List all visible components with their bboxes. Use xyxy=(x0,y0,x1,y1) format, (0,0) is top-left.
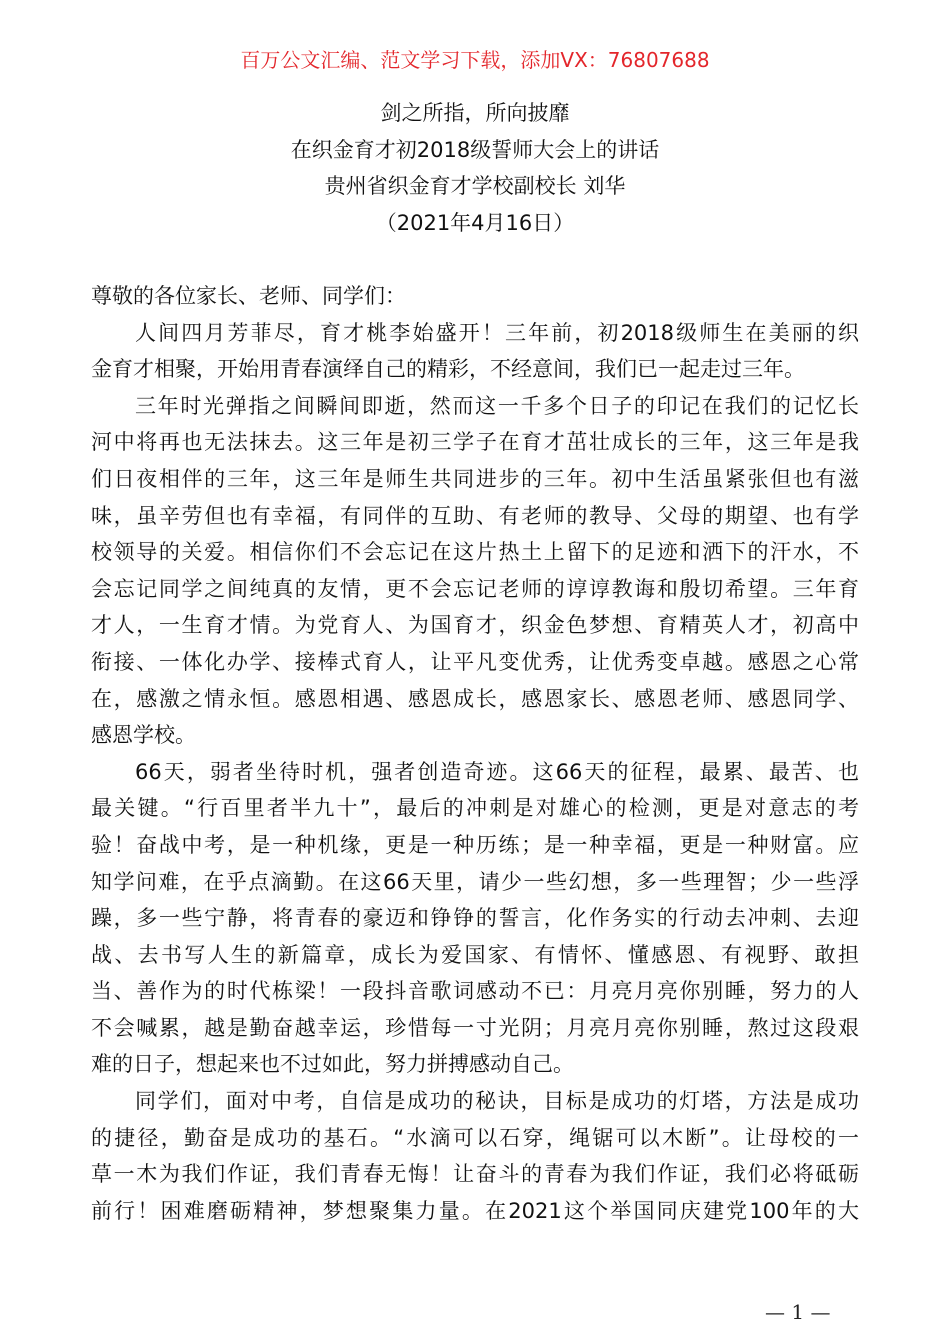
paragraph xyxy=(91,278,859,315)
text-line: 衔接、一体化办学、接棒式育人，让平凡变优秀，让优秀变卓越。感恩之心常 xyxy=(91,649,859,674)
text-line: 知学问难，在乎点滴勤。在这66天里，请少一些幻想，多一些理智；少一些浮 xyxy=(91,869,859,894)
text-line: 在，感激之情永恒。感恩相遇、感恩成长，感恩家长、感恩老师、感恩同学、 xyxy=(91,686,859,711)
text-line: 才人，一生育才情。为党育人、为国育才，织金色梦想、育精英人才，初高中 xyxy=(91,613,859,638)
text-line: 前行！困难磨砺精神，梦想聚集力量。在2021这个举国同庆建党100年的大 xyxy=(91,1198,859,1223)
text-line: 金育才相聚，开始用青春演绎自己的精彩，不经意间，我们已一起走过三年。 xyxy=(91,357,805,382)
speaker-line: 贵州省织金育才学校副校长 刘华 xyxy=(324,174,626,199)
text-line: 难的日子，想起来也不过如此，努力拼搏感动自己。 xyxy=(91,1052,574,1077)
text-line: 的捷径，勤奋是成功的基石。“水滴可以石穿，绳锯可以木断”。让母校的一 xyxy=(91,1125,859,1150)
text-line: 校领导的关爱。相信你们不会忘记在这片热土上留下的足迹和洒下的汗水，不 xyxy=(91,540,859,565)
paragraph xyxy=(91,1083,859,1229)
text-line: 验！奋战中考，是一种机缘，更是一种历练；是一种幸福，更是一种财富。应 xyxy=(91,832,859,857)
text-line: 河中将再也无法抹去。这三年是初三学子在育才茁壮成长的三年，这三年是我 xyxy=(91,430,859,455)
text-line: 不会喊累，越是勤奋越幸运，珍惜每一寸光阴；月亮月亮你别睡，熬过这段艰 xyxy=(91,1015,859,1040)
document-body xyxy=(91,278,859,1229)
speech-subtitle: 在织金育才初2018级誓师大会上的讲话 xyxy=(290,137,660,162)
text-line: 们日夜相伴的三年，这三年是师生共同进步的三年。初中生活虽紧张但也有滋 xyxy=(91,466,859,491)
text-line: 同学们，面对中考，自信是成功的秘诀，目标是成功的灯塔，方法是成功 xyxy=(135,1089,859,1114)
download-banner: 百万公文汇编、范文学习下载，添加VX：76807688 xyxy=(240,48,710,72)
page-number: — 1 — xyxy=(765,1300,831,1324)
paragraph xyxy=(91,315,859,388)
text-line: 三年时光弹指之间瞬间即逝，然而这一千多个日子的印记在我们的记忆长 xyxy=(135,393,859,418)
text-line: 感恩学校。 xyxy=(91,723,196,748)
text-line: 66天，弱者坐待时机，强者创造奇迹。这66天的征程，最累、最苦、也 xyxy=(135,759,859,784)
speech-title: 剑之所指，所向披靡 xyxy=(380,101,570,125)
text-line: 最关键。“行百里者半九十”，最后的冲刺是对雄心的检测，更是对意志的考 xyxy=(91,796,859,821)
text-line: 人间四月芳菲尽，育才桃李始盛开！三年前，初2018级师生在美丽的织 xyxy=(135,320,859,345)
speech-date: （2021年4月16日） xyxy=(375,210,575,235)
paragraph xyxy=(91,754,859,1083)
paragraph xyxy=(91,388,859,754)
text-line: 味，虽辛劳但也有幸福，有同伴的互助、有老师的教导、父母的期望、也有学 xyxy=(91,503,859,528)
text-line: 当、善作为的时代栋梁！一段抖音歌词感动不已：月亮月亮你别睡，努力的人 xyxy=(91,979,859,1004)
title-block xyxy=(0,95,950,241)
text-line: 战、去书写人生的新篇章，成长为爱国家、有情怀、懂感恩、有视野、敢担 xyxy=(91,942,859,967)
text-line: 躁，多一些宁静，将青春的豪迈和铮铮的誓言，化作务实的行动去冲刺、去迎 xyxy=(91,906,859,931)
text-line: 会忘记同学之间纯真的友情，更不会忘记老师的谆谆教诲和殷切希望。三年育 xyxy=(91,576,859,601)
text-line: 尊敬的各位家长、老师、同学们： xyxy=(91,284,406,308)
text-line: 草一木为我们作证，我们青春无悔！让奋斗的青春为我们作证，我们必将砥砺 xyxy=(91,1162,859,1187)
